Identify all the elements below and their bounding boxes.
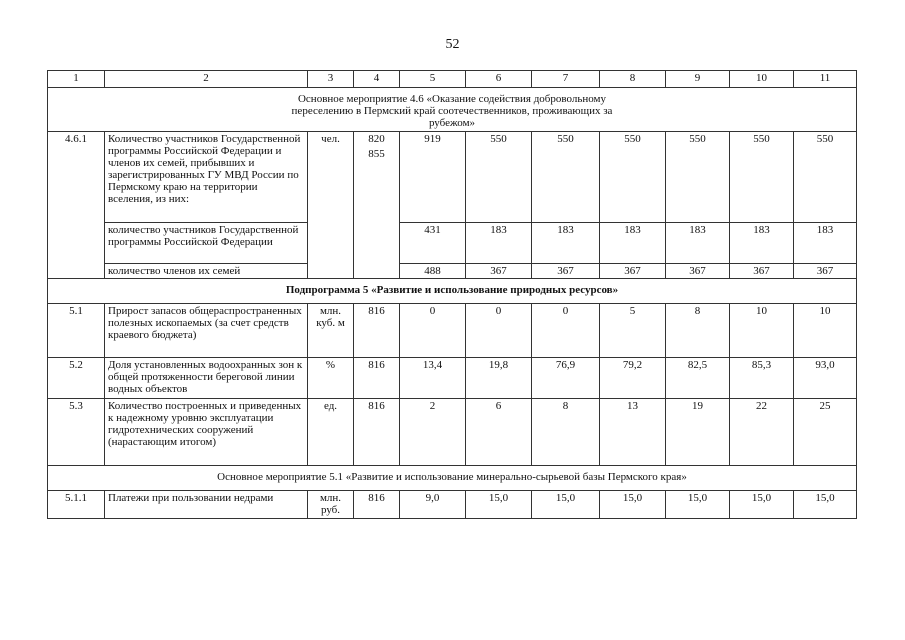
indicator-name: Доля установленных водоохранных зон к общей протяженности береговой линии водных объектов (105, 358, 308, 399)
value-cell: 183 (466, 223, 532, 264)
value-cell: 8 (666, 304, 730, 358)
value-cell: 550 (666, 132, 730, 223)
value-cell: 10 (730, 304, 794, 358)
measure-4-6-heading: Основное мероприятие 4.6 «Оказание содействия добровольному переселению в Пермский край соотечественников, проживающих за рубежом» (48, 88, 857, 132)
column-number: 5 (400, 71, 466, 88)
row-number: 5.2 (48, 358, 105, 399)
section-row (48, 88, 857, 132)
value-cell: 550 (600, 132, 666, 223)
value-cell: 5 (600, 304, 666, 358)
row-number: 4.6.1 (48, 132, 105, 279)
column-number: 6 (466, 71, 532, 88)
value-cell: 19,8 (466, 358, 532, 399)
code-cell: 816 (354, 491, 400, 519)
table-row (48, 491, 857, 519)
value-cell: 550 (730, 132, 794, 223)
subprogram-5-heading: Подпрограмма 5 «Развитие и использование природных ресурсов» (48, 279, 857, 304)
value-cell: 488 (400, 264, 466, 279)
column-number: 7 (532, 71, 600, 88)
indicator-name: Количество построенных и приведенных к надежному уровню эксплуатации гидротехнических сооружений (нарастающим итогом) (105, 399, 308, 466)
value-cell: 550 (794, 132, 857, 223)
value-cell: 85,3 (730, 358, 794, 399)
value-cell: 367 (666, 264, 730, 279)
value-cell: 6 (466, 399, 532, 466)
section-row (48, 279, 857, 304)
indicator-name: количество участников Государственной программы Российской Федерации (105, 223, 308, 264)
code-cell: 816 (354, 399, 400, 466)
code-cell (354, 132, 400, 279)
column-number: 9 (666, 71, 730, 88)
unit-cell: млн. куб. м (308, 304, 354, 358)
column-number: 4 (354, 71, 400, 88)
value-cell: 25 (794, 399, 857, 466)
value-cell: 79,2 (600, 358, 666, 399)
value-cell: 0 (466, 304, 532, 358)
indicator-name: Платежи при пользовании недрами (105, 491, 308, 519)
value-cell: 15,0 (532, 491, 600, 519)
value-cell: 367 (600, 264, 666, 279)
value-cell: 0 (532, 304, 600, 358)
value-cell: 367 (532, 264, 600, 279)
unit-cell: % (308, 358, 354, 399)
value-cell: 15,0 (730, 491, 794, 519)
row-number: 5.1.1 (48, 491, 105, 519)
indicator-name: Прирост запасов общераспространенных полезных ископаемых (за счет средств краевого бюджета) (105, 304, 308, 358)
value-cell: 19 (666, 399, 730, 466)
value-cell: 76,9 (532, 358, 600, 399)
value-cell: 431 (400, 223, 466, 264)
code-cell: 816 (354, 304, 400, 358)
value-cell: 15,0 (666, 491, 730, 519)
column-number: 1 (48, 71, 105, 88)
value-cell: 15,0 (600, 491, 666, 519)
page-number: 52 (445, 37, 460, 52)
code-value: 820 (368, 133, 385, 145)
code-value: 855 (368, 148, 385, 160)
measure-5-1-heading: Основное мероприятие 5.1 «Развитие и использование минерально-сырьевой базы Пермского края» (48, 466, 857, 491)
value-cell: 183 (666, 223, 730, 264)
value-cell: 919 (400, 132, 466, 223)
column-number: 11 (794, 71, 857, 88)
indicator-name: Количество участников Государственной программы Российской Федерации и членов их семей, прибывших и зарегистрированных ГУ МВД России по Пермскому краю на территории вселения, из них: (105, 132, 308, 223)
table-row (48, 358, 857, 399)
column-number: 3 (308, 71, 354, 88)
value-cell: 9,0 (400, 491, 466, 519)
column-number: 2 (105, 71, 308, 88)
value-cell: 10 (794, 304, 857, 358)
value-cell: 8 (532, 399, 600, 466)
table-row (48, 132, 857, 223)
table-row (48, 264, 857, 279)
value-cell: 183 (794, 223, 857, 264)
column-number: 10 (730, 71, 794, 88)
unit-cell: млн. руб. (308, 491, 354, 519)
value-cell: 550 (532, 132, 600, 223)
table-row (48, 399, 857, 466)
row-number: 5.1 (48, 304, 105, 358)
column-number: 8 (600, 71, 666, 88)
value-cell: 22 (730, 399, 794, 466)
unit-cell: ед. (308, 399, 354, 466)
row-number: 5.3 (48, 399, 105, 466)
value-cell: 93,0 (794, 358, 857, 399)
indicator-name: количество членов их семей (105, 264, 308, 279)
value-cell: 550 (466, 132, 532, 223)
section-row (48, 466, 857, 491)
value-cell: 183 (532, 223, 600, 264)
indicators-table (47, 70, 857, 519)
value-cell: 82,5 (666, 358, 730, 399)
value-cell: 367 (466, 264, 532, 279)
table-row (48, 223, 857, 264)
unit-cell: чел. (308, 132, 354, 279)
value-cell: 2 (400, 399, 466, 466)
value-cell: 15,0 (794, 491, 857, 519)
value-cell: 367 (794, 264, 857, 279)
table-row (48, 304, 857, 358)
value-cell: 367 (730, 264, 794, 279)
column-number-row (48, 71, 857, 88)
value-cell: 13 (600, 399, 666, 466)
value-cell: 15,0 (466, 491, 532, 519)
value-cell: 183 (730, 223, 794, 264)
value-cell: 13,4 (400, 358, 466, 399)
value-cell: 183 (600, 223, 666, 264)
code-cell: 816 (354, 358, 400, 399)
value-cell: 0 (400, 304, 466, 358)
